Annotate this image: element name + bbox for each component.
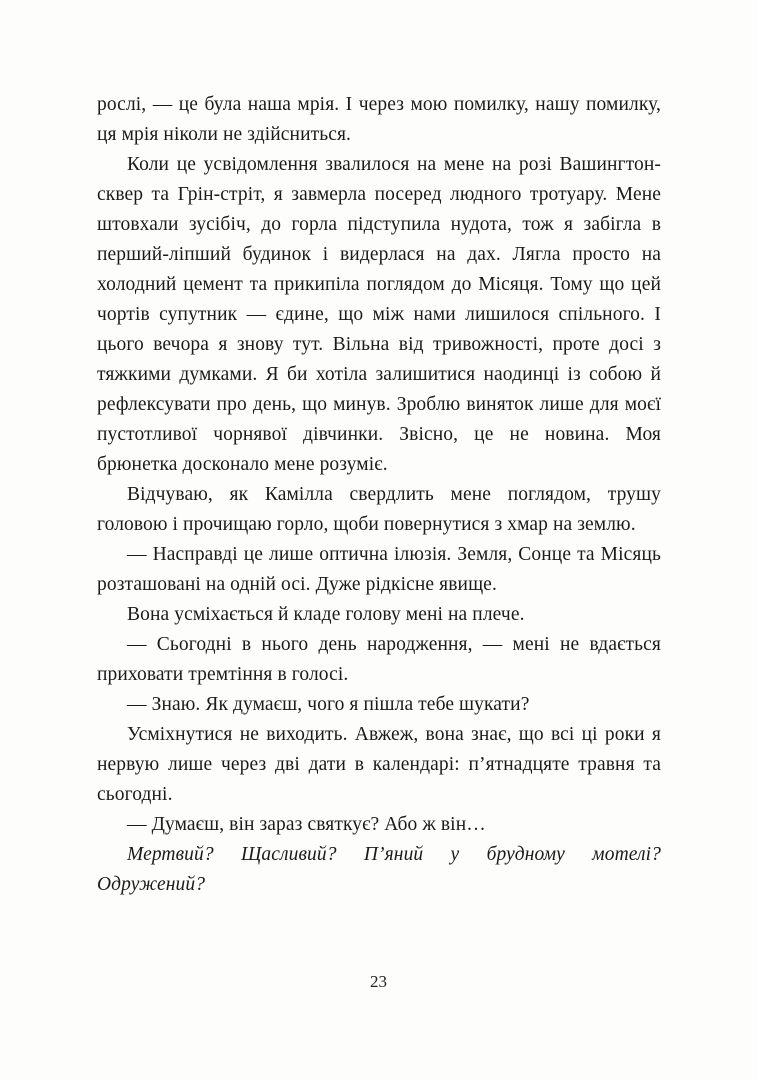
paragraph: — Знаю. Як думаєш, чого я пішла тебе шукати? [127,694,530,715]
paragraph: — Думаєш, він зараз святкує? Або ж він… [127,814,486,835]
paragraph: Вона усміхається й кладе голову мені на плече. [127,604,525,625]
paragraph: Усміхнутися не виходить. Авжеж, вона знає, що всі ці роки я нервую лише через дві дати в календарі: п’ятнадцяте травня та сьогодні. [97,724,661,805]
paragraph: Коли це усвідомлення звалилося на мене на розі Вашингтон-сквер та Грін-стріт, я завмерла посеред людного тротуару. Мене штовхали зусібіч, до горла підступила нудота, тож я забігла в перший-ліпший будинок і видерлася на дах. Лягла просто на холодний цемент та прикипіла поглядом до Місяця. Тому що цей чортів супутник — єдине, що між нами лишилося спільного. І цього вечора я знову тут. Вільна від тривожності, проте досі з тяжкими думками. Я би хотіла залишитися наодинці із собою й рефлексувати про день, що минув. Зроблю виняток лише для моєї пустотливої чорнявої дівчинки. Звісно, це не новина. Моя брюнетка досконало мене розуміє. [97,154,661,475]
paragraph: — Насправді це лише оптична ілюзія. Земля, Сонце та Місяць розташовані на одній осі. Дуже рідкісне явище. [97,544,661,595]
paragraph: — Сьогодні в нього день народження, — мені не вдається приховати тремтіння в голосі. [97,634,661,685]
paragraph: рослі, — це була наша мрія. І через мою помилку, нашу помилку, ця мрія ніколи не здійсниться. [97,94,661,145]
paragraph: Мертвий? Щасливий? П’яний у брудному мотелі? Одружений? [97,844,661,895]
page-text [97,90,661,900]
paragraph: Відчуваю, як Камілла свердлить мене поглядом, трушу головою і прочищаю горло, щоби повернутися з хмар на землю. [97,484,661,535]
page-number: 23 [370,972,387,991]
